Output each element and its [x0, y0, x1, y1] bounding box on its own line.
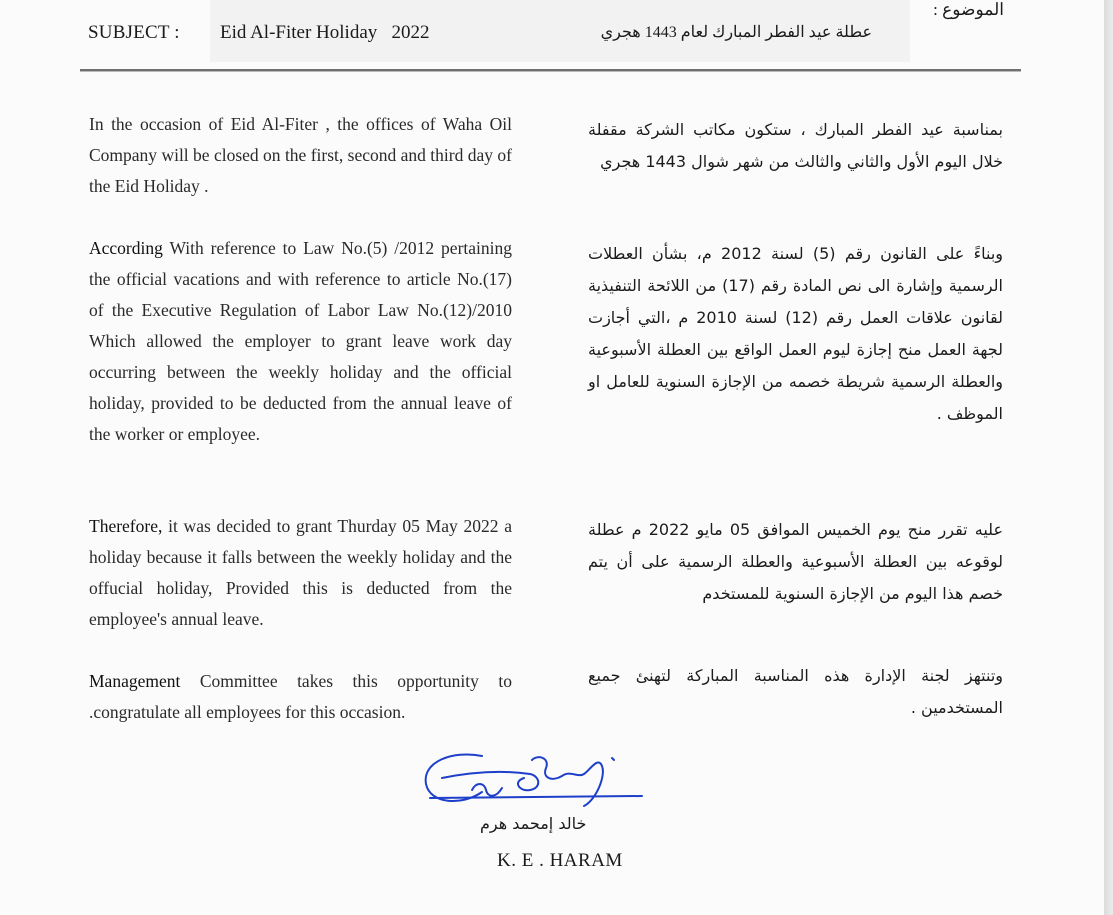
paragraph-text: In the occasion of Eid Al-Fiter , the offices of Waha Oil Company will be closed on the first, second and third day of the Eid Holiday .: [89, 114, 512, 196]
header-divider: [80, 69, 1021, 72]
english-paragraph-legal-basis: [89, 233, 512, 450]
page-edge: [1104, 0, 1113, 915]
arabic-paragraph-congratulations: وتنتهز لجنة الإدارة هذه المناسبة المباركة لتهنئ جميع المستخدمين .: [588, 666, 1003, 717]
signatory-name: K. E . HARAM: [497, 850, 623, 871]
english-paragraph-opening: [89, 109, 512, 202]
arabic-subject-title: عطلة عيد الفطر المبارك لعام 1443 هجري: [600, 24, 872, 41]
paragraph-lead: According: [89, 238, 163, 258]
english-paragraph-congratulations: [89, 666, 512, 728]
handwritten-signature: [412, 748, 652, 820]
english-paragraph-decision: [89, 511, 512, 635]
arabic-paragraph-decision: عليه تقرر منح يوم الخميس الموافق 05 مايو 2022 م عطلة لوقوعه بين العطلة الأسبوعية والعطلة الرسمية على أن يتم خصم هذا اليوم من الإجازة السنوية للمستخدم: [588, 520, 1004, 603]
arabic-subject-label: الموضوع :: [933, 0, 1004, 19]
paragraph-text: Committee takes this opportunity to .congratulate all employees for this occasion.: [89, 671, 512, 722]
arabic-paragraph-opening: بمناسبة عيد الفطر المبارك ، ستكون مكاتب الشركة مقفلة خلال اليوم الأول والثاني والثالث من شهر شوال 1443 هجري: [588, 120, 1003, 171]
paragraph-text: it was decided to grant Thurday 05 May 2022 a holiday because it falls between the weekly holiday and the offucial holiday, Provided this is deducted from the employee's annual leave.: [89, 516, 512, 629]
subject-title: Eid Al-Fiter Holiday 2022: [220, 22, 430, 43]
arabic-paragraph-legal-basis: وبناءً على القانون رقم (5) لسنة 2012 م، بشأن العطلات الرسمية وإشارة الى نص المادة رقم (17) من اللائحة التنفيذية لقانون علاقات العمل رقم (12) لسنة 2010 م ،التي أجازت لجهة العمل منح إجازة ليوم العمل الواقع بين العطلة الأسبوعية والعطلة الرسمية شريطة خصمه من الإجازة السنوية للعامل او الموظف .: [588, 244, 1004, 423]
signatory-name-arabic: خالد إمحمد هرم: [480, 814, 587, 833]
paragraph-lead: Therefore,: [89, 516, 163, 536]
subject-label: SUBJECT :: [88, 22, 180, 43]
paragraph-text: With reference to Law No.(5) /2012 pertaining the official vacations and with reference to article No.(17) of the Executive Regulation of Labor Law No.(12)/2010 Which allowed the employer to grant leave work day occurring between the weekly holiday and the official holiday, provided to be deducted from the annual leave of the worker or employee.: [89, 238, 512, 444]
paragraph-lead: Management: [89, 671, 181, 691]
